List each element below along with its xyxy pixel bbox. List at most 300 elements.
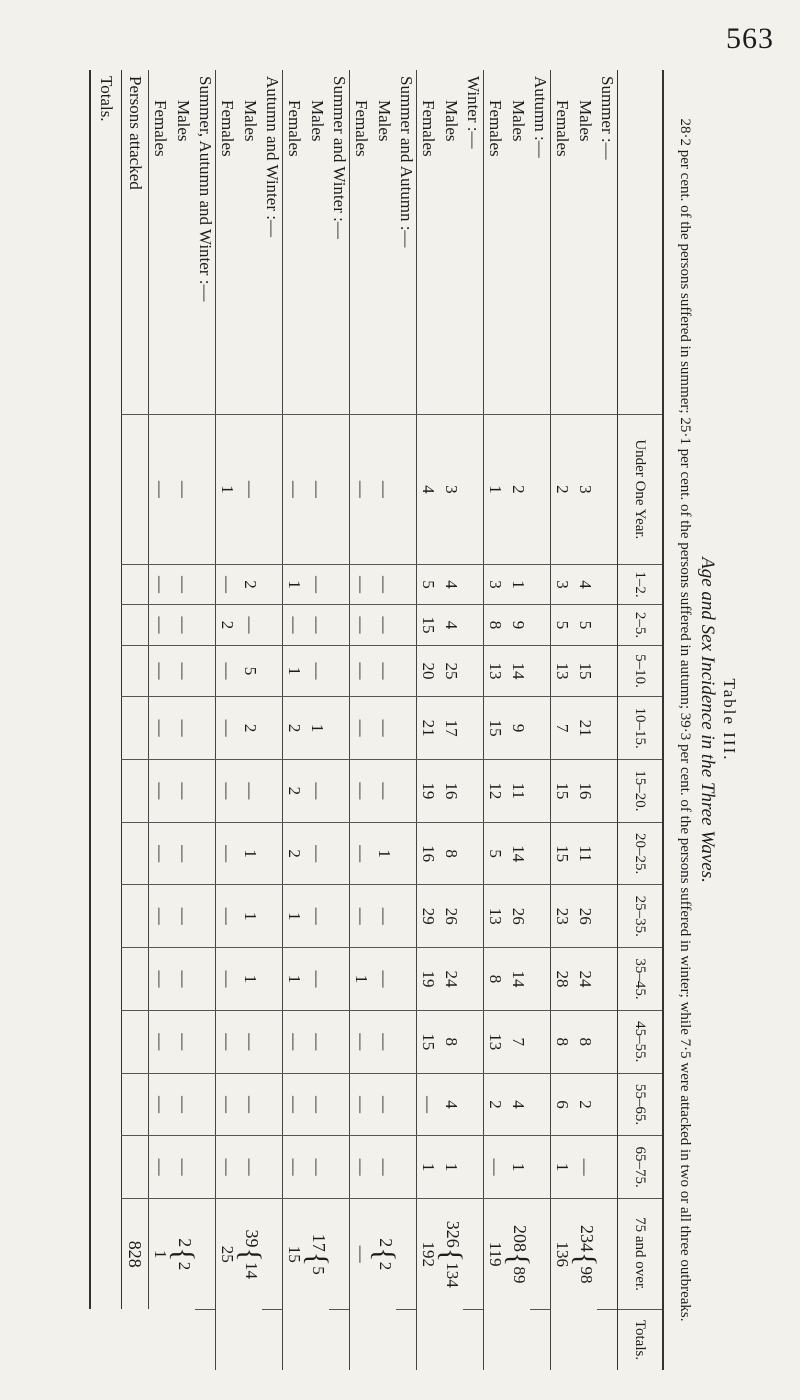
empty-cell: [195, 1073, 216, 1136]
row-total-cell: [568, 1199, 602, 1310]
empty-cell: [396, 1309, 417, 1370]
table-cell: —: [149, 605, 173, 645]
table-cell: —: [239, 605, 262, 645]
table-cell: —: [306, 414, 329, 564]
table-cell: —: [172, 645, 195, 697]
table-cell: —: [350, 414, 374, 564]
row-total: [90, 1199, 122, 1310]
row-total: 136: [553, 1241, 573, 1267]
group-label: Summer, Autumn and Winter :—: [195, 70, 216, 414]
table-cell: —: [149, 645, 173, 697]
table-row: [574, 70, 597, 1370]
table-body: [122, 70, 618, 1370]
column-header: Totals.: [618, 1309, 664, 1370]
group-label: Summer :—: [598, 76, 617, 160]
row-total-cell: [166, 1199, 200, 1310]
table-cell: 26: [507, 885, 530, 948]
table-cell: 2: [283, 822, 307, 885]
empty-cell: [329, 605, 350, 645]
empty-cell: [597, 885, 618, 948]
table-cell: 2: [216, 605, 240, 645]
table-cell: 16: [417, 822, 441, 885]
row-label: Males: [442, 100, 462, 142]
table-cell: —: [216, 822, 240, 885]
empty-cell: [262, 697, 283, 760]
empty-cell: [329, 1309, 350, 1370]
table-cell: 4: [440, 564, 463, 604]
empty-cell: [530, 759, 551, 822]
table-cell: 1: [440, 1136, 463, 1199]
group-total: 2: [375, 1238, 396, 1248]
empty-cell: [262, 1010, 283, 1073]
table-cell: 15: [574, 645, 597, 697]
table-cell: 5: [574, 605, 597, 645]
column-header: 15–20.: [618, 759, 664, 822]
table-cell: 11: [574, 822, 597, 885]
table-cell: —: [350, 697, 374, 760]
table-cell: 29: [417, 885, 441, 948]
table-cell: 28: [551, 948, 575, 1011]
group-row: [329, 70, 350, 1370]
table-cell: —: [216, 1073, 240, 1136]
table-cell: 12: [484, 759, 508, 822]
row-total-cell: [434, 1199, 468, 1310]
group-brace: {: [300, 1251, 334, 1267]
table-cell: 19: [417, 948, 441, 1011]
table-cell: —: [216, 645, 240, 697]
table-cell: 1: [283, 885, 307, 948]
empty-cell: [463, 822, 484, 885]
group-total: 234: [576, 1225, 597, 1253]
empty-cell: [195, 1136, 216, 1199]
row-total-cell: [501, 1199, 535, 1310]
empty-cell: [262, 822, 283, 885]
row-total: 15: [285, 1245, 305, 1263]
table-cell: 1: [283, 948, 307, 1011]
table-cell: 1: [239, 822, 262, 885]
empty-cell: [195, 822, 216, 885]
empty-cell: [463, 948, 484, 1011]
row-total-cell: [149, 1199, 173, 1310]
persons-attacked-row: [122, 70, 149, 1370]
empty-cell: [262, 564, 283, 604]
row-total: 119: [486, 1241, 506, 1267]
table-cell: 21: [574, 697, 597, 760]
column-header: 35–45.: [618, 948, 664, 1011]
table-cell: —: [373, 564, 396, 604]
table-cell: 1: [306, 697, 329, 760]
empty-cell: [396, 1073, 417, 1136]
empty-cell: [396, 1010, 417, 1073]
row-total-cell: [367, 1199, 401, 1310]
group-total: 2: [174, 1238, 195, 1248]
table-cell: 8: [484, 605, 508, 645]
table-cell: 4: [574, 564, 597, 604]
table-cell: 3: [440, 414, 463, 564]
table-cell: 3: [484, 564, 508, 604]
table-row: [373, 70, 396, 1370]
table-cell: —: [149, 1010, 173, 1073]
table-cell: —: [350, 1136, 374, 1199]
table-cell: —: [149, 1073, 173, 1136]
table-cell: 2: [484, 1073, 508, 1136]
empty-cell: [530, 1136, 551, 1199]
group-brace: {: [568, 1252, 602, 1267]
group-brace: {: [434, 1247, 468, 1263]
empty-cell: [396, 759, 417, 822]
rotated-content: [75, 70, 740, 1370]
empty-cell: [463, 1073, 484, 1136]
row-total-cell: [233, 1199, 267, 1310]
table-cell: 26: [574, 885, 597, 948]
row-label: Females: [486, 100, 506, 157]
table-cell: —: [574, 1136, 597, 1199]
row-total: 192: [419, 1241, 439, 1267]
table-cell: —: [172, 697, 195, 760]
table-cell: 2: [574, 1073, 597, 1136]
column-header: 5–10.: [618, 645, 664, 697]
row-label: Females: [352, 100, 372, 157]
empty-cell: [329, 822, 350, 885]
empty-cell: [195, 414, 216, 564]
table-cell: 8: [440, 822, 463, 885]
group-total: 39: [241, 1229, 262, 1248]
row-label: Males: [308, 100, 328, 142]
table-row: [440, 70, 463, 1370]
column-header: 45–55.: [618, 1010, 664, 1073]
table-cell: 1: [373, 822, 396, 885]
table-cell: —: [306, 1136, 329, 1199]
empty-cell: [396, 822, 417, 885]
column-header: 2–5.: [618, 605, 664, 645]
group-total: 326: [442, 1220, 463, 1248]
group-label: Autumn and Winter :—: [262, 70, 283, 414]
table-cell: —: [306, 564, 329, 604]
table-cell: —: [172, 605, 195, 645]
table-cell: —: [239, 1073, 262, 1136]
empty-cell: [597, 414, 618, 564]
table-caption: [674, 70, 740, 1370]
table-cell: 2: [507, 414, 530, 564]
table-cell: 8: [574, 1010, 597, 1073]
table-cell: 20: [417, 645, 441, 697]
table-cell: —: [149, 697, 173, 760]
group-row: [262, 70, 283, 1370]
table-cell: [90, 697, 122, 760]
group-total: 208: [509, 1225, 530, 1253]
empty-cell: [195, 645, 216, 697]
table-cell: —: [484, 1136, 508, 1199]
row-label: Females: [218, 100, 238, 157]
group-row: [396, 70, 417, 1370]
empty-cell: [463, 885, 484, 948]
empty-cell: [329, 697, 350, 760]
table-cell: —: [216, 948, 240, 1011]
table-title: Age and Sex Incidence in the Three Waves.: [697, 557, 718, 883]
table-cell: 8: [551, 1010, 575, 1073]
table-cell: —: [373, 1136, 396, 1199]
table-cell: —: [216, 564, 240, 604]
group-brace: {: [166, 1247, 200, 1262]
table-cell: 1: [283, 645, 307, 697]
group-row: [463, 70, 484, 1370]
row-total: 2: [174, 1261, 194, 1271]
table-cell: —: [149, 564, 173, 604]
row-label: Females: [151, 100, 171, 157]
table-cell: [90, 414, 122, 564]
table-cell: 2: [551, 414, 575, 564]
table-cell: —: [306, 759, 329, 822]
empty-cell: [396, 1136, 417, 1199]
table-cell: 13: [484, 885, 508, 948]
table-cell: 1: [216, 414, 240, 564]
table-cell: 15: [551, 822, 575, 885]
table-label: Table III.: [720, 678, 739, 762]
table-cell: —: [172, 1010, 195, 1073]
table-cell: —: [172, 885, 195, 948]
empty-cell: [329, 564, 350, 604]
row-total: 134: [442, 1262, 462, 1288]
table-cell: —: [373, 1010, 396, 1073]
table-cell: 4: [440, 1073, 463, 1136]
table-cell: —: [172, 564, 195, 604]
empty-cell: [195, 1010, 216, 1073]
table-cell: —: [373, 948, 396, 1011]
table-cell: 3: [574, 414, 597, 564]
table-cell: —: [350, 759, 374, 822]
group-brace: {: [367, 1247, 401, 1262]
table-cell: —: [172, 1073, 195, 1136]
empty-cell: [463, 1309, 484, 1370]
table-cell: —: [216, 885, 240, 948]
empty-cell: [329, 1136, 350, 1199]
table-cell: 1: [507, 564, 530, 604]
table-cell: —: [306, 1010, 329, 1073]
table-cell: —: [350, 645, 374, 697]
table-cell: —: [283, 1010, 307, 1073]
table-cell: —: [373, 605, 396, 645]
table-cell: [90, 822, 122, 885]
table-cell: 14: [507, 948, 530, 1011]
row-total-cell: [300, 1199, 334, 1310]
table-cell: 25: [440, 645, 463, 697]
empty-cell: [597, 1136, 618, 1199]
table-cell: —: [373, 885, 396, 948]
row-label: Males: [241, 100, 261, 142]
empty-cell: [262, 1073, 283, 1136]
row-total: 98: [576, 1266, 596, 1284]
row-label: Totals.: [90, 70, 122, 414]
table-row: [149, 70, 173, 1370]
table-cell: —: [149, 822, 173, 885]
empty-cell: [463, 564, 484, 604]
table-cell: [90, 645, 122, 697]
empty-cell: [530, 564, 551, 604]
table-cell: [122, 645, 149, 697]
row-total-cell: [216, 1199, 240, 1310]
table-cell: 13: [484, 645, 508, 697]
row-total-cell: [283, 1199, 307, 1310]
empty-cell: [530, 697, 551, 760]
table-cell: —: [172, 1136, 195, 1199]
empty-cell: [463, 697, 484, 760]
table-cell: —: [417, 1073, 441, 1136]
table-cell: [122, 605, 149, 645]
empty-cell: [597, 948, 618, 1011]
row-total: 89: [509, 1266, 529, 1284]
table-cell: —: [350, 822, 374, 885]
empty-cell: [597, 645, 618, 697]
table-cell: [90, 605, 122, 645]
header-row: [618, 70, 664, 1370]
row-label: Females: [553, 100, 573, 157]
table-cell: 15: [484, 697, 508, 760]
totals-row: [90, 70, 122, 1370]
group-label: Summer and Autumn :—: [396, 70, 417, 414]
table-cell: 6: [551, 1073, 575, 1136]
row-total: 25: [218, 1245, 238, 1263]
empty-cell: [329, 759, 350, 822]
empty-cell: [195, 564, 216, 604]
row-label: Males: [375, 100, 395, 142]
row-total: 14: [241, 1261, 261, 1279]
empty-cell: [262, 759, 283, 822]
empty-cell: [262, 1136, 283, 1199]
table-row: [239, 70, 262, 1370]
column-header: 65–75.: [618, 1136, 664, 1199]
empty-cell: [195, 1309, 216, 1370]
empty-cell: [597, 822, 618, 885]
table-cell: 13: [484, 1010, 508, 1073]
table-row: [172, 70, 195, 1370]
table-cell: 19: [417, 759, 441, 822]
empty-cell: [463, 414, 484, 564]
row-label: Females: [285, 100, 305, 157]
empty-cell: [597, 1073, 618, 1136]
empty-cell: [195, 697, 216, 760]
row-total-cell: [417, 1199, 441, 1310]
table-cell: [90, 885, 122, 948]
table-cell: —: [216, 1010, 240, 1073]
row-total: 2: [375, 1261, 395, 1271]
table-cell: 11: [507, 759, 530, 822]
empty-cell: [396, 697, 417, 760]
table-cell: —: [283, 1073, 307, 1136]
table-row: [484, 70, 508, 1370]
group-row: [195, 70, 216, 1370]
empty-cell: [597, 605, 618, 645]
empty-cell: [396, 645, 417, 697]
empty-cell: [195, 605, 216, 645]
table-row: [507, 70, 530, 1370]
group-total: 17: [308, 1233, 329, 1252]
table-cell: [122, 414, 149, 564]
table-cell: 14: [507, 645, 530, 697]
table-cell: 14: [507, 822, 530, 885]
table-cell: [90, 1073, 122, 1136]
table-cell: 8: [440, 1010, 463, 1073]
table-cell: —: [306, 1073, 329, 1136]
group-label: Autumn :—: [530, 70, 551, 414]
table-cell: —: [172, 414, 195, 564]
table-cell: [90, 1010, 122, 1073]
row-label: Females: [419, 100, 439, 157]
table-footer: [90, 70, 122, 1370]
empty-cell: [262, 605, 283, 645]
row-total-cell: [350, 1199, 374, 1310]
table-cell: [122, 697, 149, 760]
table-cell: 9: [507, 697, 530, 760]
table-cell: [122, 822, 149, 885]
table-cell: 2: [239, 697, 262, 760]
column-header: Under One Year.: [618, 414, 664, 564]
table-cell: 1: [350, 948, 374, 1011]
table-cell: 24: [574, 948, 597, 1011]
table-cell: 7: [507, 1010, 530, 1073]
table-cell: 5: [551, 605, 575, 645]
table-cell: [122, 1010, 149, 1073]
table-cell: —: [239, 1010, 262, 1073]
empty-cell: [530, 1073, 551, 1136]
empty-cell: [463, 1136, 484, 1199]
table-cell: —: [373, 645, 396, 697]
table-cell: [122, 1073, 149, 1136]
empty-cell: [597, 1309, 618, 1370]
row-total: 1: [151, 1249, 171, 1259]
column-header: 20–25.: [618, 822, 664, 885]
table-cell: —: [306, 885, 329, 948]
table-cell: 4: [507, 1073, 530, 1136]
table-cell: [122, 1136, 149, 1199]
table-cell: —: [239, 759, 262, 822]
table-cell: —: [239, 414, 262, 564]
empty-cell: [597, 564, 618, 604]
table-cell: —: [149, 1136, 173, 1199]
table-cell: —: [216, 1136, 240, 1199]
empty-cell: [530, 1309, 551, 1370]
table-row: [216, 70, 240, 1370]
empty-cell: [262, 1309, 283, 1370]
table-row: [417, 70, 441, 1370]
table-cell: —: [350, 605, 374, 645]
empty-cell: [530, 1010, 551, 1073]
table-cell: 23: [551, 885, 575, 948]
empty-cell: [530, 822, 551, 885]
row-total-cell: [484, 1199, 508, 1310]
column-header: [618, 70, 664, 414]
row-total-cell: [551, 1199, 575, 1310]
table-cell: —: [350, 1010, 374, 1073]
table-cell: [122, 948, 149, 1011]
table-cell: 1: [551, 1136, 575, 1199]
empty-cell: [530, 885, 551, 948]
group-label: Summer and Winter :—: [329, 70, 350, 414]
table-cell: 5: [239, 645, 262, 697]
column-header: 1–2.: [618, 564, 664, 604]
table-row: [551, 70, 575, 1370]
table-cell: 4: [440, 605, 463, 645]
table-cell: —: [216, 697, 240, 760]
row-total: 828: [122, 1199, 149, 1310]
column-header: 10–15.: [618, 697, 664, 760]
column-header: 55–65.: [618, 1073, 664, 1136]
table-cell: —: [350, 564, 374, 604]
column-header: 75 and over.: [618, 1199, 664, 1310]
table-cell: [122, 885, 149, 948]
table-cell: —: [149, 759, 173, 822]
table-cell: [90, 1136, 122, 1199]
table-cell: 26: [440, 885, 463, 948]
